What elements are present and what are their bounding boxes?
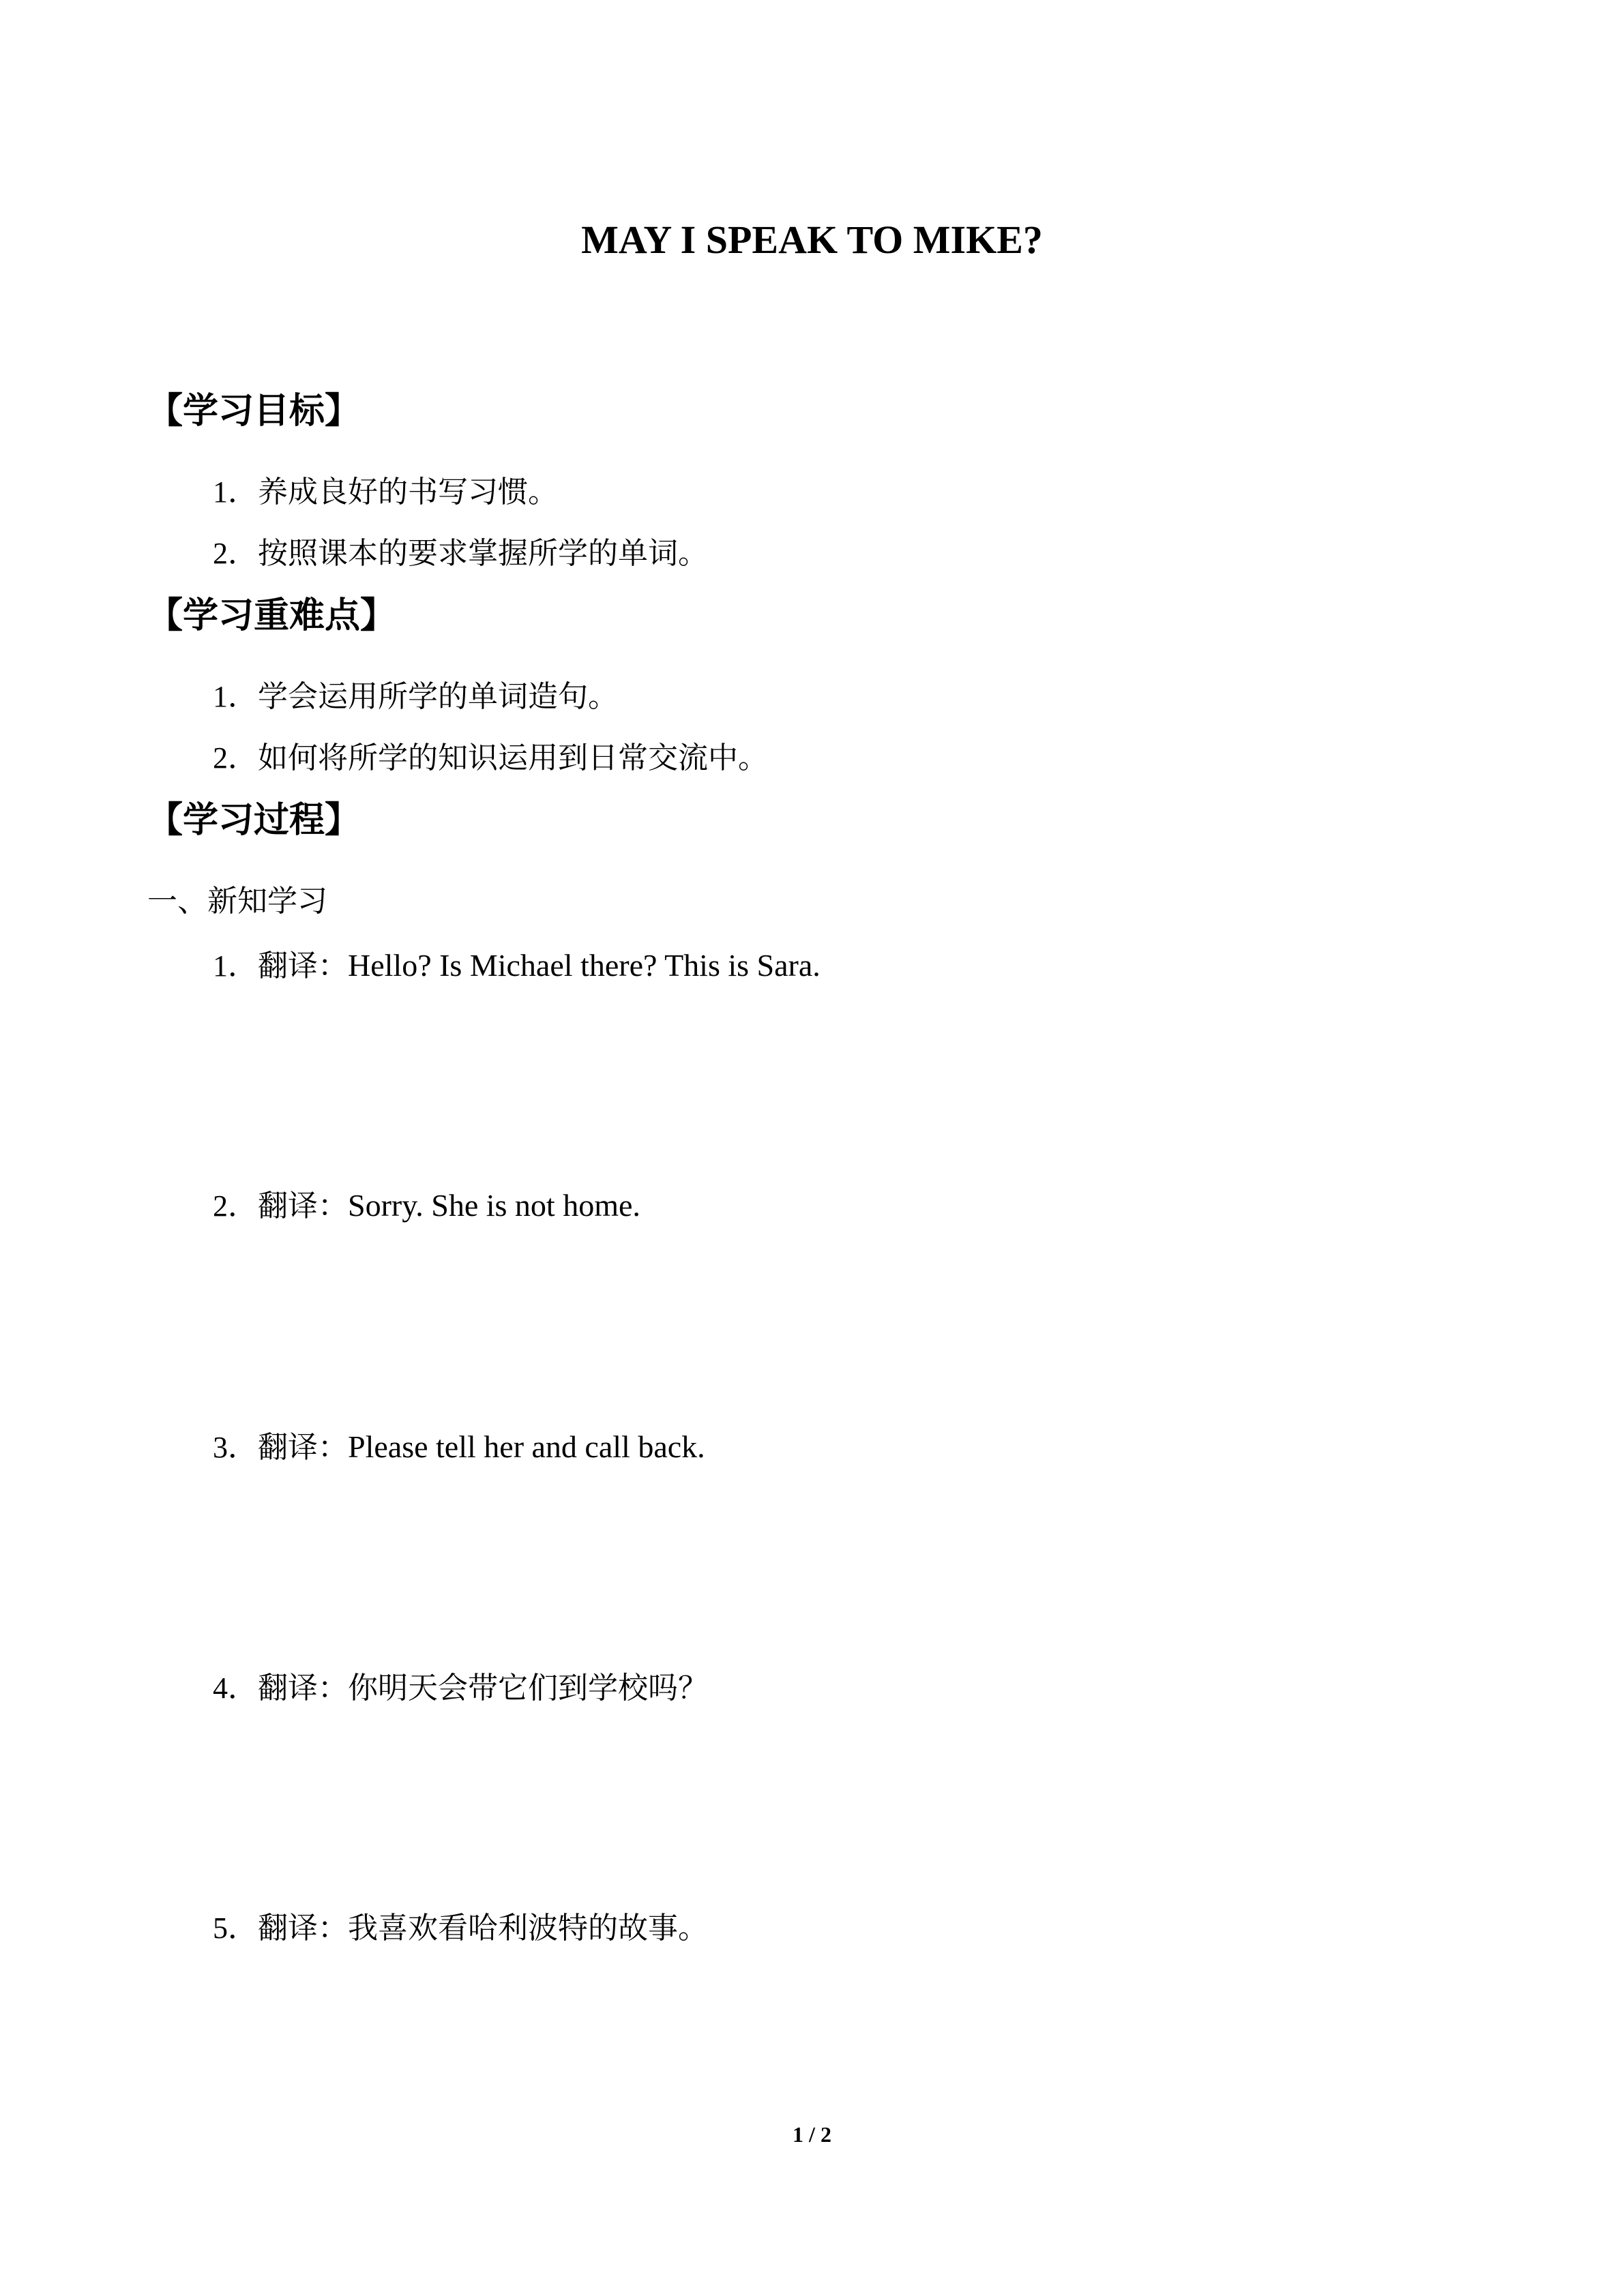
item-text: 学会运用所学的单词造句。 bbox=[258, 679, 618, 714]
item-number: 2． bbox=[213, 741, 258, 775]
exercise-number: 3． bbox=[213, 1431, 258, 1464]
exercise-item bbox=[213, 1667, 708, 1710]
exercise-content: 你明天会带它们到学校吗？ bbox=[348, 1671, 708, 1705]
exercise-number: 2． bbox=[213, 1189, 258, 1223]
exercise-item bbox=[213, 1907, 708, 1950]
section-heading-key-points: 【学习重难点】 bbox=[147, 595, 396, 636]
exercise-label: 翻译： bbox=[258, 1911, 348, 1945]
exercise-content: Sorry. She is not home. bbox=[348, 1188, 640, 1223]
subsection-heading: 一、新知学习 bbox=[147, 884, 327, 919]
exercise-number: 5． bbox=[213, 1911, 258, 1945]
item-text: 如何将所学的知识运用到日常交流中。 bbox=[258, 741, 768, 775]
exercise-content: 我喜欢看哈利波特的故事。 bbox=[348, 1911, 708, 1945]
item-text: 养成良好的书写习惯。 bbox=[258, 475, 558, 509]
key-point-item bbox=[213, 675, 618, 719]
exercise-content: Please tell her and call back. bbox=[348, 1429, 705, 1464]
exercise-content: Hello? Is Michael there? This is Sara. bbox=[348, 948, 821, 983]
exercise-label: 翻译： bbox=[258, 1430, 348, 1465]
item-text: 按照课本的要求掌握所学的单词。 bbox=[258, 536, 708, 571]
exercise-number: 1． bbox=[213, 949, 258, 983]
exercise-label: 翻译： bbox=[258, 949, 348, 983]
objective-item bbox=[213, 471, 558, 514]
exercise-label: 翻译： bbox=[258, 1671, 348, 1705]
key-point-item bbox=[213, 736, 768, 780]
exercise-item bbox=[213, 944, 821, 988]
item-number: 1． bbox=[213, 475, 258, 509]
document-title: MAY I SPEAK TO MIKE? bbox=[581, 218, 1043, 262]
section-heading-objectives: 【学习目标】 bbox=[147, 391, 361, 432]
section-heading-process: 【学习过程】 bbox=[147, 800, 361, 841]
exercise-label: 翻译： bbox=[258, 1189, 348, 1223]
exercise-item bbox=[213, 1184, 640, 1228]
objective-item bbox=[213, 532, 708, 576]
page-number: 1 / 2 bbox=[793, 2122, 831, 2147]
exercise-item bbox=[213, 1425, 705, 1470]
item-number: 1． bbox=[213, 680, 258, 713]
item-number: 2． bbox=[213, 537, 258, 570]
exercise-number: 4． bbox=[213, 1671, 258, 1705]
